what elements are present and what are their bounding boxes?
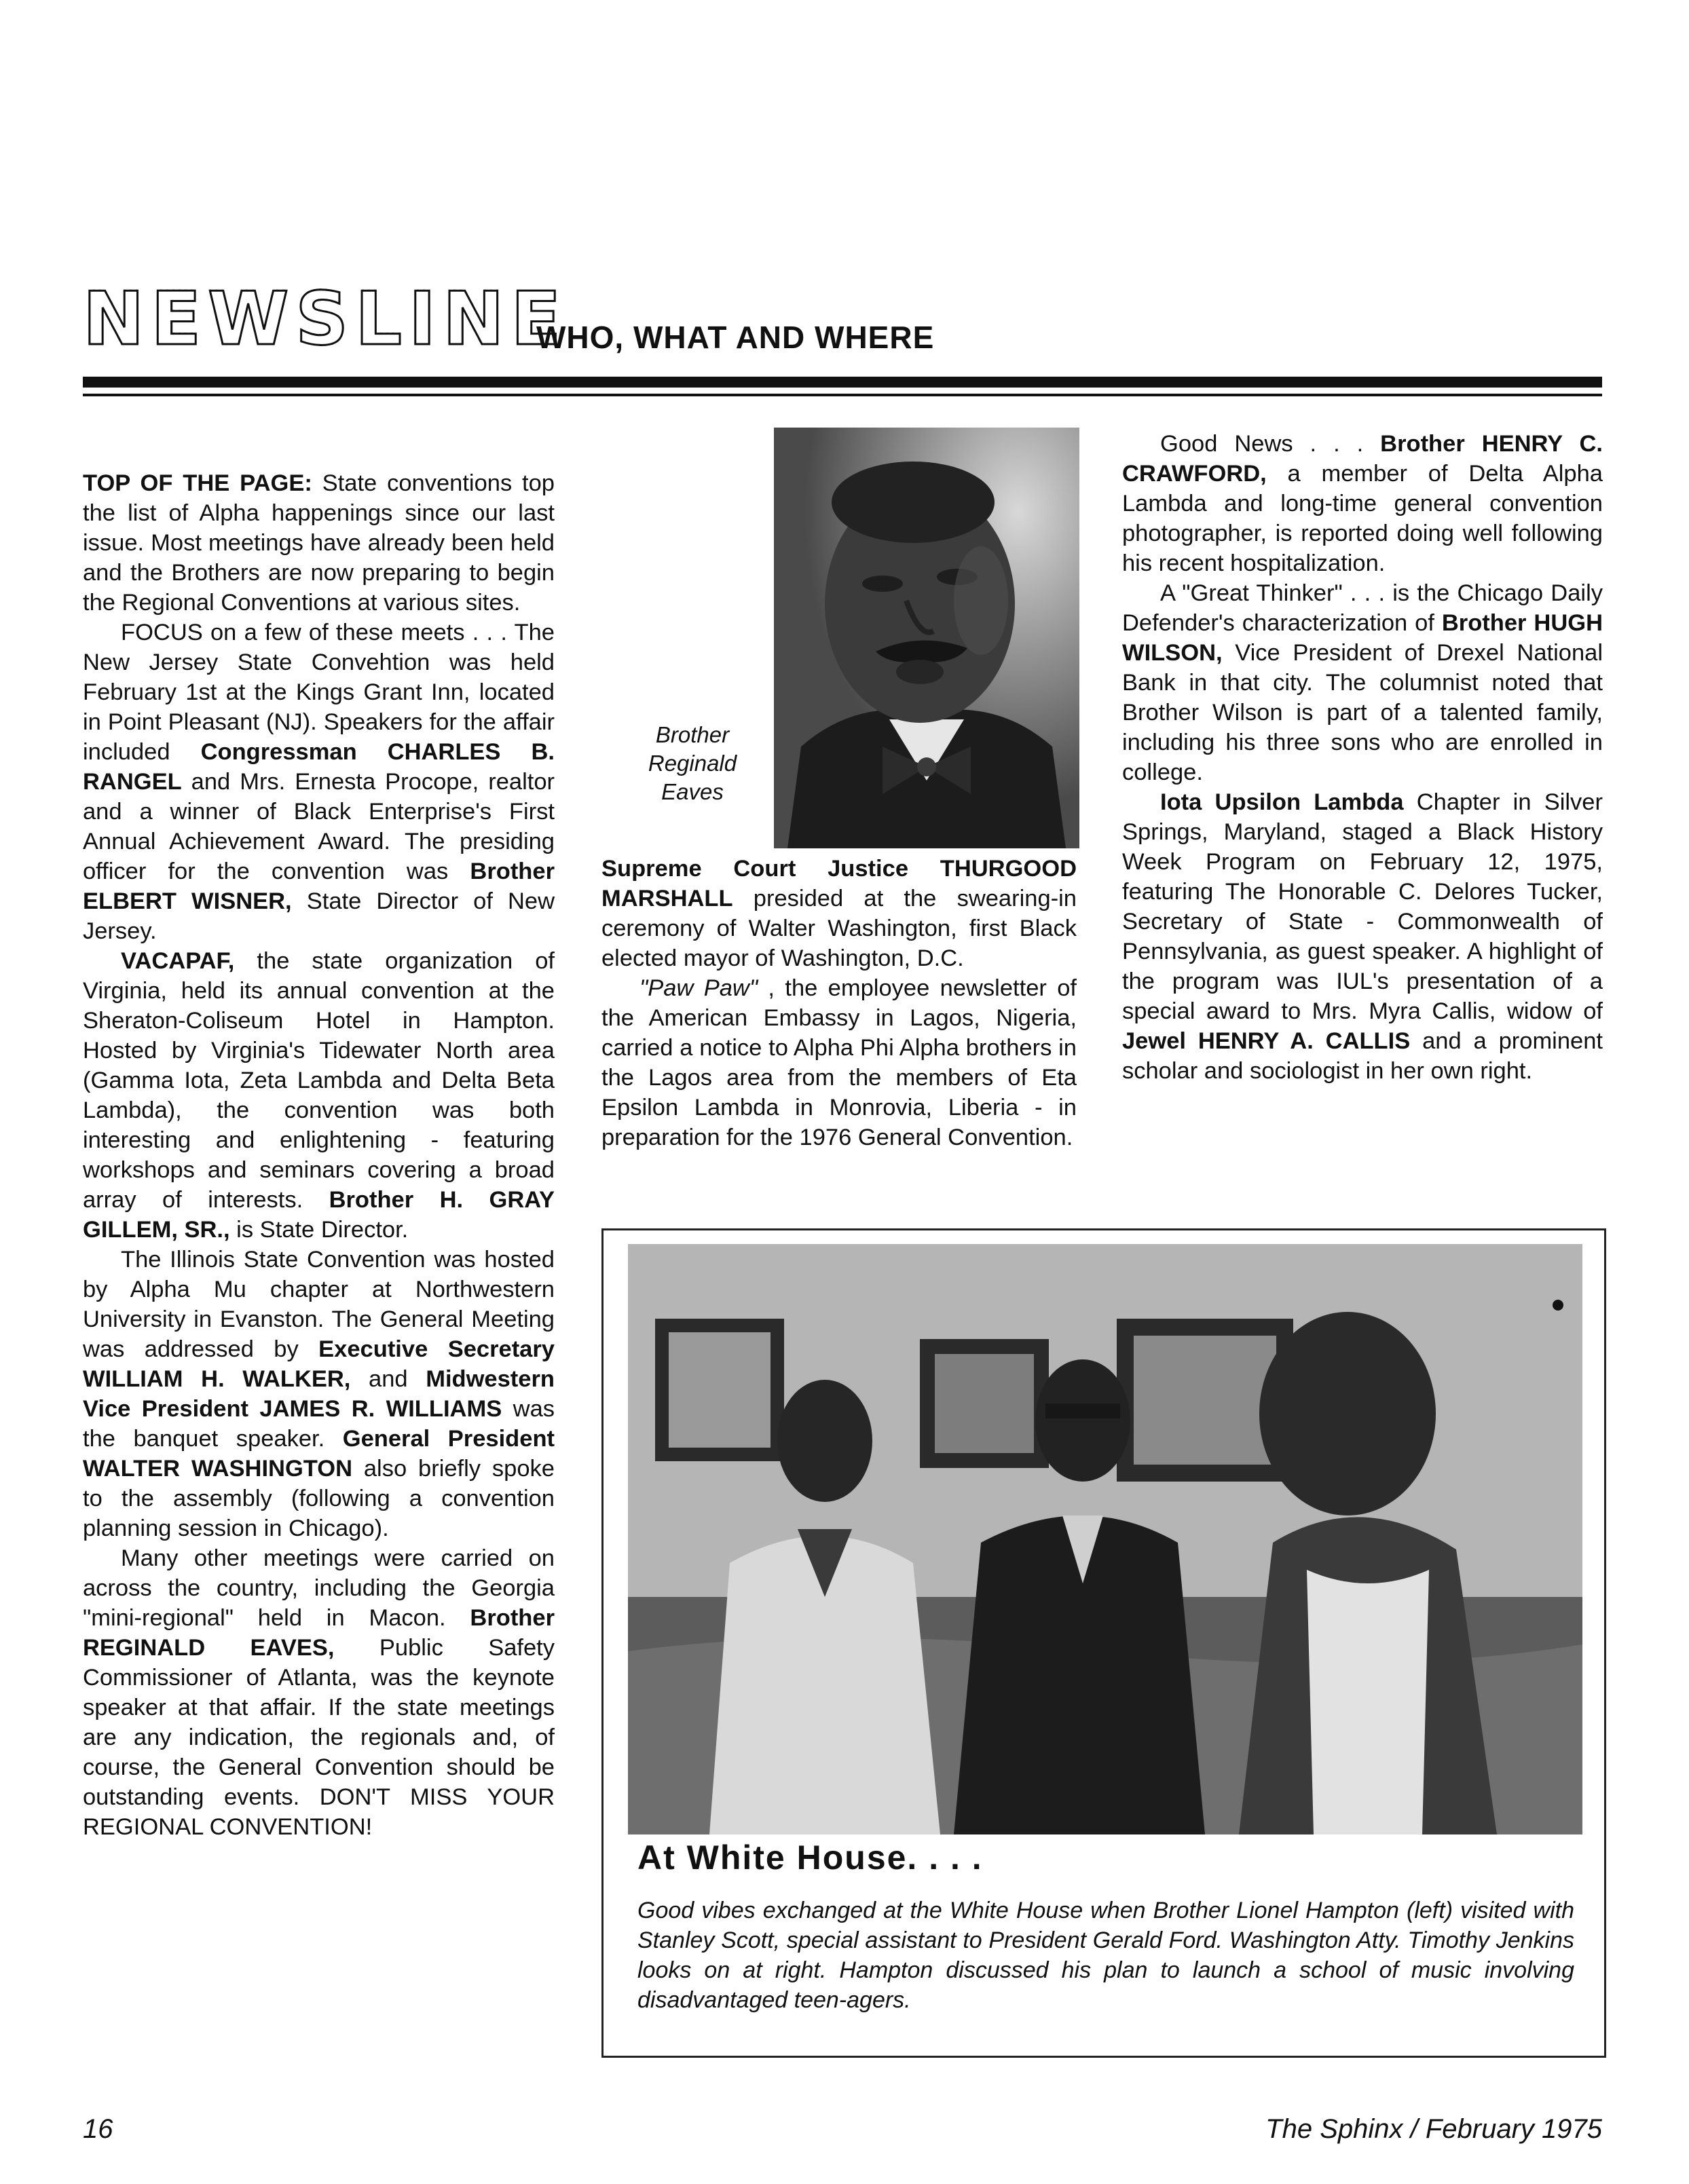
lead-marshall: Supreme Court Justice THURGOOD MARSHALL <box>601 856 1077 911</box>
text: was the banquet speaker. <box>83 1396 555 1452</box>
column-right <box>1122 429 1603 1086</box>
paragraph-marshall <box>601 854 1077 973</box>
text: and <box>350 1366 426 1392</box>
text: , the employee newsletter of the American Embassy in Lagos, Nigeria, carried a notice to Alpha Phi Alpha brothers in the Lagos area from the members of Eta Epsilon Lambda in Monrovia, Liberia - in preparation for the 1976 General Convention. <box>601 975 1077 1150</box>
text: is State Director. <box>229 1217 409 1243</box>
text: A "Great Thinker" . . . is the Chicago Daily Defender's characterization of <box>1122 580 1603 636</box>
portrait-photo-reginald-eaves <box>774 428 1079 848</box>
paragraph-wilson <box>1122 578 1603 787</box>
name-wilson: Brother HUGH WILSON, <box>1122 610 1603 666</box>
newsline-logo: NEWSLINE <box>83 276 568 362</box>
name-callis: Jewel HENRY A. CALLIS <box>1122 1028 1411 1054</box>
photo-caption: Good vibes exchanged at the White House when Brother Lionel Hampton (left) visited with Stanley Scott, special assistant to President Gerald Ford. Washington Atty. Timothy Jenkins looks on at right. Hampton discussed his plan to launch a school of music involving disadvantaged teen-agers. <box>637 1898 1574 2013</box>
white-house-photo <box>628 1244 1582 1834</box>
name-eaves: Brother REGINALD EAVES, <box>83 1605 555 1661</box>
text: State conventions top the list of Alpha happenings since our last issue. Most meetings have already been held and the Brothers are now preparing to begin the Regional Conventions at various sites. <box>83 470 555 616</box>
page-number: 16 <box>83 2114 113 2144</box>
white-house-photo-box <box>601 1228 1606 2058</box>
paragraph-top-of-page <box>83 468 555 618</box>
header-rule-thick <box>83 377 1602 388</box>
text: presided at the swearing-in ceremony of Walter Washington, first Black elected mayor of Washington, D.C. <box>601 886 1077 971</box>
lead-top-of-page: TOP OF THE PAGE: <box>83 470 312 496</box>
text: Vice President of Drexel National Bank in that city. The columnist noted that Brother Wilson is part of a talented family, including his three sons who are enrolled in college. <box>1122 640 1603 785</box>
name-williams: Midwestern Vice President JAMES R. WILLIAMS <box>83 1366 555 1422</box>
lead-iota-upsilon: Iota Upsilon Lambda <box>1160 789 1404 815</box>
paragraph-new-jersey <box>83 618 555 946</box>
text: also briefly spoke to the assembly (following a convention planning session in Chicago). <box>83 1456 555 1541</box>
footer-issue-date: The Sphinx / February 1975 <box>1265 2114 1602 2144</box>
header-rule-thin <box>83 394 1602 396</box>
lead-paw-paw: "Paw Paw" <box>639 975 758 1001</box>
text: Chapter in Silver Springs, Maryland, staged a Black History Week Program on February 12, 1975, featuring The Honorable C. Delores Tucker, Secretary of State - Commonwealth of Pennsylvania, as guest speaker. A highlight of the program was IUL's presentation of a special award to Mrs. Myra Callis, widow of <box>1122 789 1603 1024</box>
text: State Director of New Jersey. <box>83 888 555 944</box>
name-crawford: Brother HENRY C. CRAWFORD, <box>1122 431 1603 487</box>
text: the state organization of Virginia, held its annual convention at the Sheraton-Coliseum Hotel in Hampton. Hosted by Virginia's Tidewater North area (Gamma Iota, Zeta Lambda and Delta Beta Lambda), the convention was both interesting and enlightening - featuring workshops and seminars covering a broad array of interests. <box>83 948 555 1213</box>
caption-line: Reginald <box>648 751 737 776</box>
paragraph-paw-paw <box>601 973 1077 1152</box>
photo-title: At White House. . . . <box>637 1839 983 1877</box>
text: Many other meetings were carried on across the country, including the Georgia "mini-regional" held in Macon. <box>83 1545 555 1631</box>
text: Good News . . . <box>1160 431 1381 457</box>
portrait-caption <box>631 721 754 806</box>
text: The Illinois State Convention was hosted by Alpha Mu chapter at Northwestern University in Evanston. The General Meeting was addressed by <box>83 1247 555 1362</box>
name-washington: General President WALTER WASHINGTON <box>83 1426 555 1482</box>
text: a member of Delta Alpha Lambda and long-time general convention photographer, is reported doing well following his recent hospitalization. <box>1122 461 1603 576</box>
paragraph-vacapaf <box>83 946 555 1245</box>
section-tagline: WHO, WHAT AND WHERE <box>536 320 935 355</box>
portrait-illustration <box>774 428 1079 848</box>
name-walker: Executive Secretary WILLIAM H. WALKER, <box>83 1336 555 1392</box>
caption-line: Eaves <box>661 779 724 804</box>
name-gillem: Brother H. GRAY GILLEM, SR., <box>83 1187 555 1243</box>
paragraph-georgia <box>83 1543 555 1842</box>
text: FOCUS on a few of these meets . . . The New Jersey State Convehtion was held February 1st at the Kings Grant Inn, located in Point Pleasant (NJ). Speakers for the affair included <box>83 620 555 765</box>
caption-line: Brother <box>655 722 730 747</box>
paragraph-iota-upsilon <box>1122 787 1603 1086</box>
text: and a prominent scholar and sociologist in her own right. <box>1122 1028 1603 1084</box>
paragraph-crawford <box>1122 429 1603 578</box>
paragraph-illinois <box>83 1245 555 1543</box>
text: Public Safety Commissioner of Atlanta, was the keynote speaker at that affair. If the state meetings are any indication, the regionals and, of course, the General Convention should be outstanding events. DON'T MISS YOUR REGIONAL CONVENTION! <box>83 1635 555 1840</box>
name-rangel: Congressman CHARLES B. RANGEL <box>83 739 555 795</box>
column-left <box>83 468 555 1842</box>
lead-vacapaf: VACAPAF, <box>121 948 235 974</box>
column-middle <box>601 854 1077 1152</box>
name-wisner: Brother ELBERT WISNER, <box>83 859 555 914</box>
text: and Mrs. Ernesta Procope, realtor and a winner of Black Enterprise's First Annual Achievement Award. The presiding officer for the convention was <box>83 769 555 884</box>
